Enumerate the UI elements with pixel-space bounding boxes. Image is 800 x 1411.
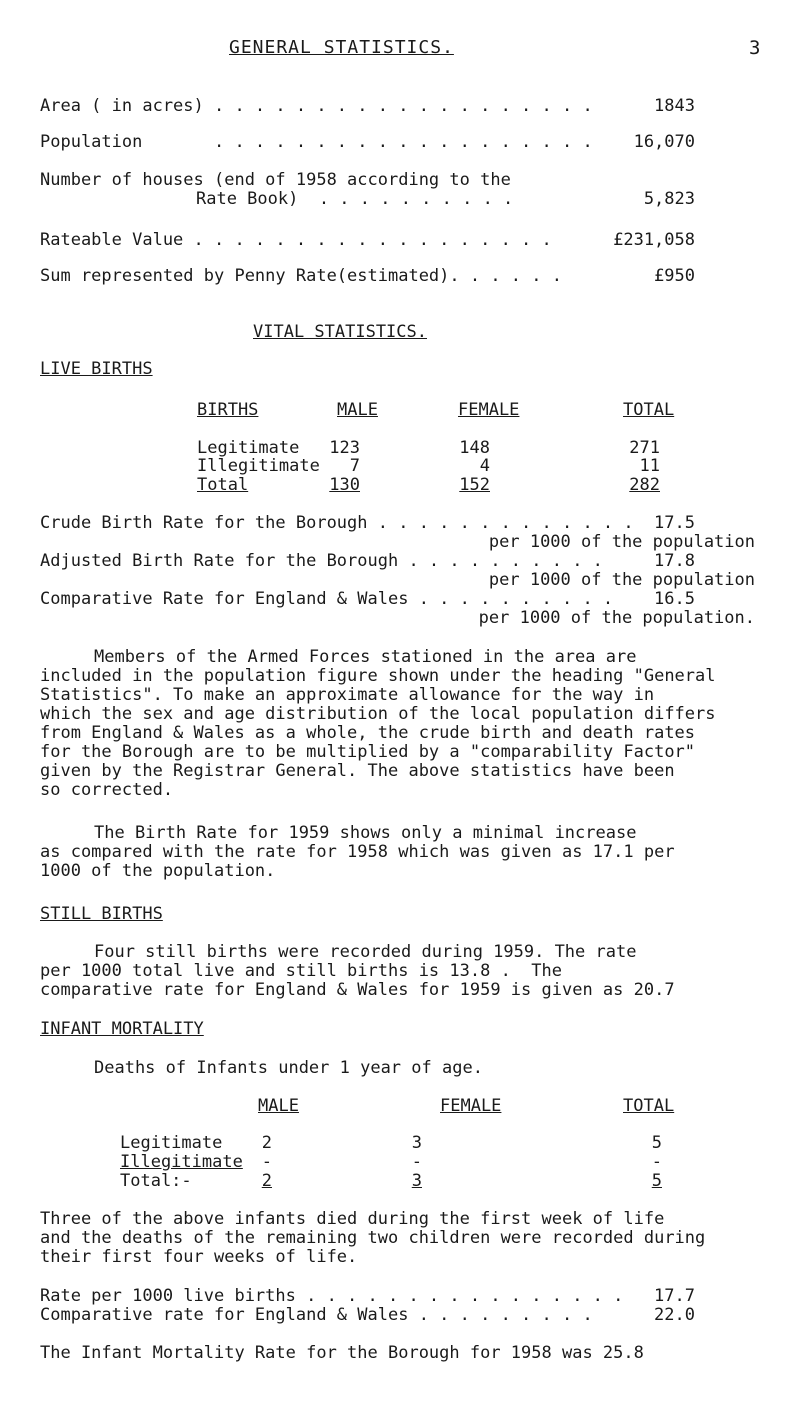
- area-label: Area ( in acres) . . . . . . . . . . . . . . . . . . .: [40, 96, 593, 116]
- paragraph-line: as compared with the rate for 1958 which was given as 17.1 per: [40, 842, 675, 862]
- infant-row-label: Total:-: [120, 1171, 192, 1191]
- births-row-female: 148: [459, 438, 490, 458]
- penny-rate-label: Sum represented by Penny Rate(estimated). . . . . .: [40, 266, 562, 286]
- comparative-birth-rate-value: 16.5: [654, 589, 695, 609]
- still-births-heading: STILL BIRTHS: [40, 904, 163, 924]
- infant-row-male: 2: [261, 1171, 272, 1191]
- births-row-total: 282: [629, 475, 660, 495]
- births-row-label: Legitimate: [197, 438, 300, 458]
- adjusted-birth-rate-unit: per 1000 of the population: [488, 570, 755, 590]
- infant-row-total: -: [651, 1152, 662, 1172]
- comparative-birth-rate-label: Comparative Rate for England & Wales . . . . . . . . . .: [40, 589, 614, 609]
- births-row-label: Total: [197, 475, 249, 495]
- infant-col-male: MALE: [258, 1096, 299, 1116]
- infant-comparative-value: 22.0: [654, 1305, 695, 1325]
- paragraph-line: Members of the Armed Forces stationed in the area are: [94, 647, 637, 667]
- infant-row-female: 3: [411, 1171, 422, 1191]
- houses-label: Number of houses (end of 1958 according to the: [40, 170, 511, 190]
- births-row-male: 7: [349, 456, 360, 476]
- live-births-heading: LIVE BIRTHS: [40, 359, 153, 379]
- paragraph-line: which the sex and age distribution of the local population differs: [40, 704, 716, 724]
- births-col-female: FEMALE: [458, 400, 520, 420]
- infant-mortality-heading: INFANT MORTALITY: [40, 1019, 204, 1039]
- paragraph-line: given by the Registrar General. The above statistics have been: [40, 761, 675, 781]
- births-col-births: BIRTHS: [197, 400, 259, 420]
- crude-birth-rate-value: 17.5: [654, 513, 695, 533]
- infant-col-female: FEMALE: [440, 1096, 502, 1116]
- infant-closing-line: The Infant Mortality Rate for the Borough for 1958 was 25.8: [40, 1343, 644, 1363]
- infant-row-male: -: [261, 1152, 272, 1172]
- adjusted-birth-rate-value: 17.8: [654, 551, 695, 571]
- infant-para-line: Three of the above infants died during the first week of life: [40, 1209, 665, 1229]
- paragraph-line: from England & Wales as a whole, the crude birth and death rates: [40, 723, 696, 743]
- infant-rate-label: Rate per 1000 live births . . . . . . . . . . . . . . . .: [40, 1286, 624, 1306]
- penny-rate-value: £950: [654, 266, 695, 286]
- rateable-value: £231,058: [613, 230, 695, 250]
- infant-row-label: Legitimate: [120, 1133, 223, 1153]
- paragraph-line: Statistics". To make an approximate allowance for the way in: [40, 685, 655, 705]
- paragraph-line: 1000 of the population.: [40, 861, 276, 881]
- births-row-label: Illegitimate: [197, 456, 320, 476]
- houses-label-cont: Rate Book) . . . . . . . . . .: [196, 189, 514, 209]
- infant-para-line: and the deaths of the remaining two children were recorded during: [40, 1228, 706, 1248]
- rateable-label: Rateable Value . . . . . . . . . . . . . . . . . .: [40, 230, 552, 250]
- paragraph-line: The Birth Rate for 1959 shows only a minimal increase: [94, 823, 637, 843]
- paragraph-line: included in the population figure shown under the heading "General: [40, 666, 716, 686]
- still-births-line: per 1000 total live and still births is 13.8 . The: [40, 961, 562, 981]
- infant-row-male: 2: [261, 1133, 272, 1153]
- infant-row-label: Illegitimate: [120, 1152, 243, 1172]
- area-value: 1843: [654, 96, 695, 116]
- births-row-male: 130: [329, 475, 360, 495]
- infant-rate-value: 17.7: [654, 1286, 695, 1306]
- infant-row-total: 5: [651, 1171, 662, 1191]
- infant-col-total: TOTAL: [623, 1096, 675, 1116]
- houses-value: 5,823: [643, 189, 695, 209]
- page-number: 3: [749, 37, 761, 59]
- vital-statistics-title: VITAL STATISTICS.: [253, 322, 427, 342]
- infant-row-female: 3: [411, 1133, 422, 1153]
- births-col-total: TOTAL: [623, 400, 675, 420]
- adjusted-birth-rate-label: Adjusted Birth Rate for the Borough . . . . . . . . . .: [40, 551, 603, 571]
- still-births-line: Four still births were recorded during 1959. The rate: [94, 942, 637, 962]
- births-row-male: 123: [329, 438, 360, 458]
- infant-comparative-label: Comparative rate for England & Wales . . . . . . . . .: [40, 1305, 593, 1325]
- infant-para-line: their first four weeks of life.: [40, 1247, 358, 1267]
- births-row-female: 4: [479, 456, 490, 476]
- page-header: GENERAL STATISTICS.: [229, 37, 454, 58]
- births-col-male: MALE: [337, 400, 378, 420]
- paragraph-line: for the Borough are to be multiplied by a "comparability Factor": [40, 742, 696, 762]
- population-label: Population . . . . . . . . . . . . . . . . . . .: [40, 132, 593, 152]
- crude-birth-rate-unit: per 1000 of the population: [488, 532, 755, 552]
- infant-row-total: 5: [651, 1133, 662, 1153]
- population-value: 16,070: [633, 132, 695, 152]
- comparative-birth-rate-unit: per 1000 of the population.: [478, 608, 755, 628]
- infant-row-female: -: [411, 1152, 422, 1172]
- births-row-female: 152: [459, 475, 490, 495]
- crude-birth-rate-label: Crude Birth Rate for the Borough . . . . . . . . . . . . .: [40, 513, 634, 533]
- births-row-total: 11: [639, 456, 660, 476]
- infant-intro: Deaths of Infants under 1 year of age.: [94, 1058, 483, 1078]
- births-row-total: 271: [629, 438, 660, 458]
- paragraph-line: so corrected.: [40, 780, 174, 800]
- still-births-line: comparative rate for England & Wales for 1959 is given as 20.7: [40, 980, 675, 1000]
